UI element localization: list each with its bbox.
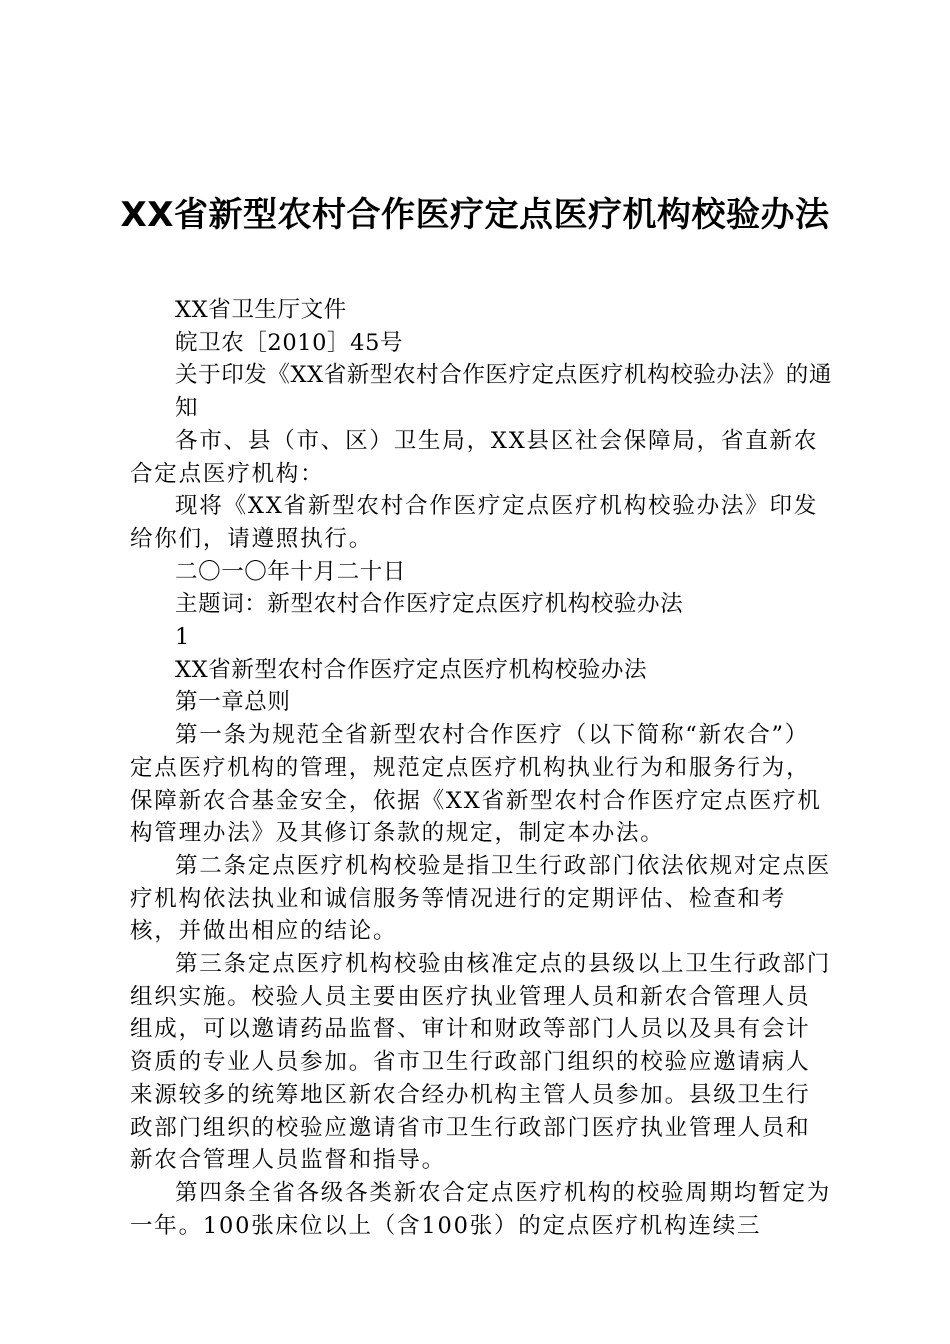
article-3: 第三条定点医疗机构校验由核准定点的县级以上卫生行政部门组织实施。校验人员主要由医疗执业管理人员和新农合管理人员组成，可以邀请药品监督、审计和财政等部门人员以及具有会计资质的专业人员参加。省市卫生行政部门组织的校验应邀请病人来源较多的统筹地区新农合经办机构主管人员参加。县级卫生行政部门组织的校验应邀请省市卫生行政部门医疗执业管理人员和新农合管理人员监督和指导。 [130,951,832,1174]
subject-words: 主题词：新型农村合作医疗定点医疗机构校验办法 [175,591,684,618]
article-4: 第四条全省各级各类新农合定点医疗机构的校验周期均暂定为一年。100张床位以上（含100张）的定点医疗机构连续三 [130,1179,832,1239]
document-number: 皖卫农［2010］45号 [175,329,404,356]
instruction-paragraph: 现将《XX省新型农村合作医疗定点医疗机构校验办法》印发给你们，请遵照执行。 [130,493,819,552]
addressee-paragraph: 各市、县（市、区）卫生局，XX县区社会保障局，省直新农合定点医疗机构： [130,427,819,487]
article-2: 第二条定点医疗机构校验是指卫生行政部门依法依规对定点医疗机构依法执业和诚信服务等情况进行的定期评估、检查和考核，并做出相应的结论。 [130,852,832,945]
chapter-heading: 第一章总则 [175,689,291,716]
issuer-line: XX省卫生厅文件 [175,297,347,323]
notice-title: 关于印发《XX省新型农村合作医疗定点医疗机构校验办法》的通知 [175,362,832,422]
document-title: XX省新型农村合作医疗定点医疗机构校验办法 [120,195,830,235]
document-body [130,294,832,1242]
article-1: 第一条为规范全省新型农村合作医疗（以下简称“新农合”）定点医疗机构的管理，规范定点医疗机构执业行为和服务行为，保障新农合基金安全，依据《XX省新型农村合作医疗定点医疗机构管理办法》及其修订条款的规定，制定本办法。 [130,722,822,847]
issue-date: 二〇一〇年十月二十日 [175,558,407,585]
page-number: 1 [175,624,190,651]
main-title: XX省新型农村合作医疗定点医疗机构校验办法 [175,656,648,683]
